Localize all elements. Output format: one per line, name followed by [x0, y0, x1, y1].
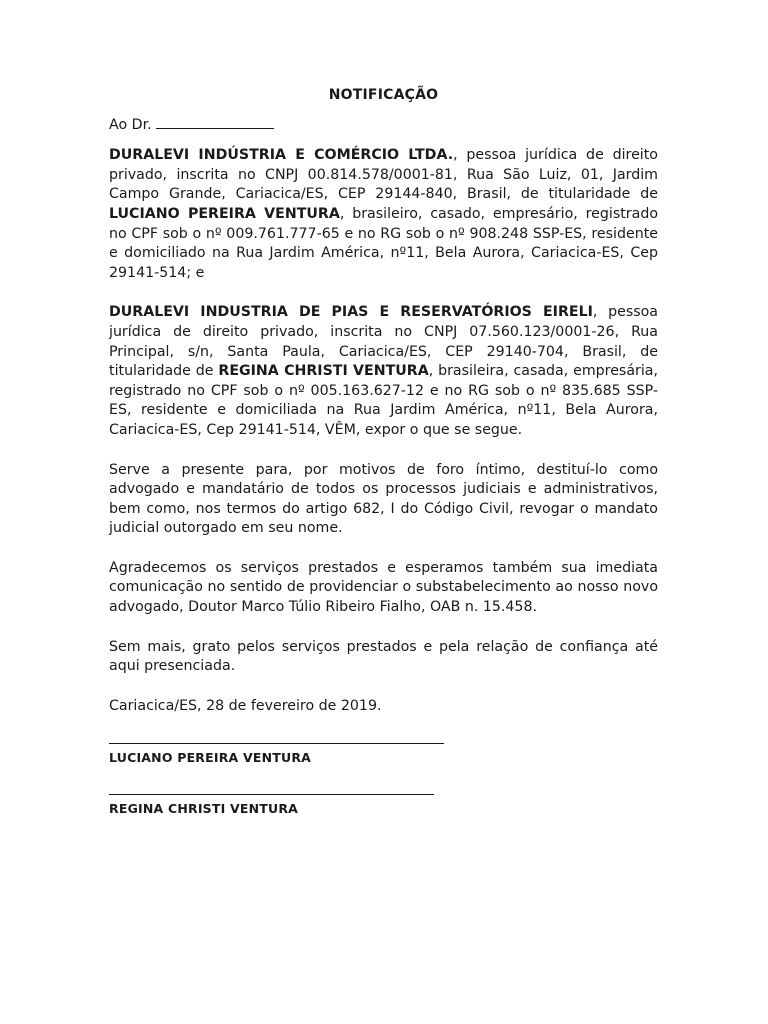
party1-text-2: , brasileiro, casado, empresário, registrado no CPF sob o nº 009.761.777-65 e no RG sob o nº 908.248 SSP-ES, residente e domiciliado na Rua Jardim América, nº11, Bela Aurora, Cariacica-ES, Cep 29141-514; e [109, 205, 659, 281]
party2-text-2: , brasileira, casada, empresária, registrado no CPF sob o nº 005.163.627-12 e no RG sob o nº 835.685 SSP-ES, residente e domiciliada na Rua Jardim América, nº11, Bela Aurora, Cariacica-ES, Cep 29141-514, VÊM, expor o que se segue. [109, 363, 658, 438]
salutation-text: Ao Dr. [109, 116, 152, 133]
signature-block-1 [109, 742, 658, 768]
salutation [109, 116, 658, 136]
signatory-name-2: REGINA CHRISTI VENTURA [109, 801, 299, 817]
party1-text-1: , pessoa jurídica de direito privado, inscrita no CNPJ 00.814.578/0001-81, Rua São Luiz, 01, Jardim Campo Grande, Cariacica/ES, CEP 29144-840, Brasil, de titularidade de [109, 147, 658, 203]
party2-company-name: DURALEVI INDUSTRIA DE PIAS E RESERVATÓRIOS EIRELI [109, 304, 593, 321]
revocation-paragraph: Serve a presente para, por motivos de foro íntimo, destituí-lo como advogado e mandatário de todos os processos judiciais e administrativos, bem como, nos termos do artigo 682, I do Código Civil, revogar o mandato judicial outorgado em seu nome. [109, 461, 658, 537]
thanks-paragraph: Agradecemos os serviços prestados e esperamos também sua imediata comunicação no sentido de providenciar o substabelecimento ao nosso novo advogado, Doutor Marco Túlio Ribeiro Fialho, OAB n. 15.458. [109, 559, 658, 616]
party1-company-name: DURALEVI INDÚSTRIA E COMÉRCIO LTDA. [109, 147, 454, 164]
party2-text-1: , pessoa jurídica de direito privado, inscrita no CNPJ 07.560.123/0001-26, Rua Principal, s/n, Santa Paula, Cariacica/ES, CEP 29140-704, Brasil, de titularidade de [109, 304, 658, 380]
signatory-name-1: LUCIANO PEREIRA VENTURA [109, 750, 312, 766]
party1-owner-name: LUCIANO PEREIRA VENTURA [109, 205, 340, 222]
closing-paragraph: Sem mais, grato pelos serviços prestados e pela relação de confiança até aqui presenciada. [109, 638, 658, 675]
party2-paragraph [109, 303, 658, 440]
recipient-blank-line [156, 116, 274, 129]
signature-line-1 [109, 742, 444, 744]
signature-line-2 [109, 793, 434, 795]
signature-block-2 [109, 793, 658, 819]
party2-owner-name: REGINA CHRISTI VENTURA [218, 363, 429, 380]
party1-paragraph [109, 146, 658, 283]
document-page [109, 86, 658, 819]
place-date: Cariacica/ES, 28 de fevereiro de 2019. [109, 697, 382, 714]
document-title: NOTIFICAÇÃO [328, 87, 439, 103]
